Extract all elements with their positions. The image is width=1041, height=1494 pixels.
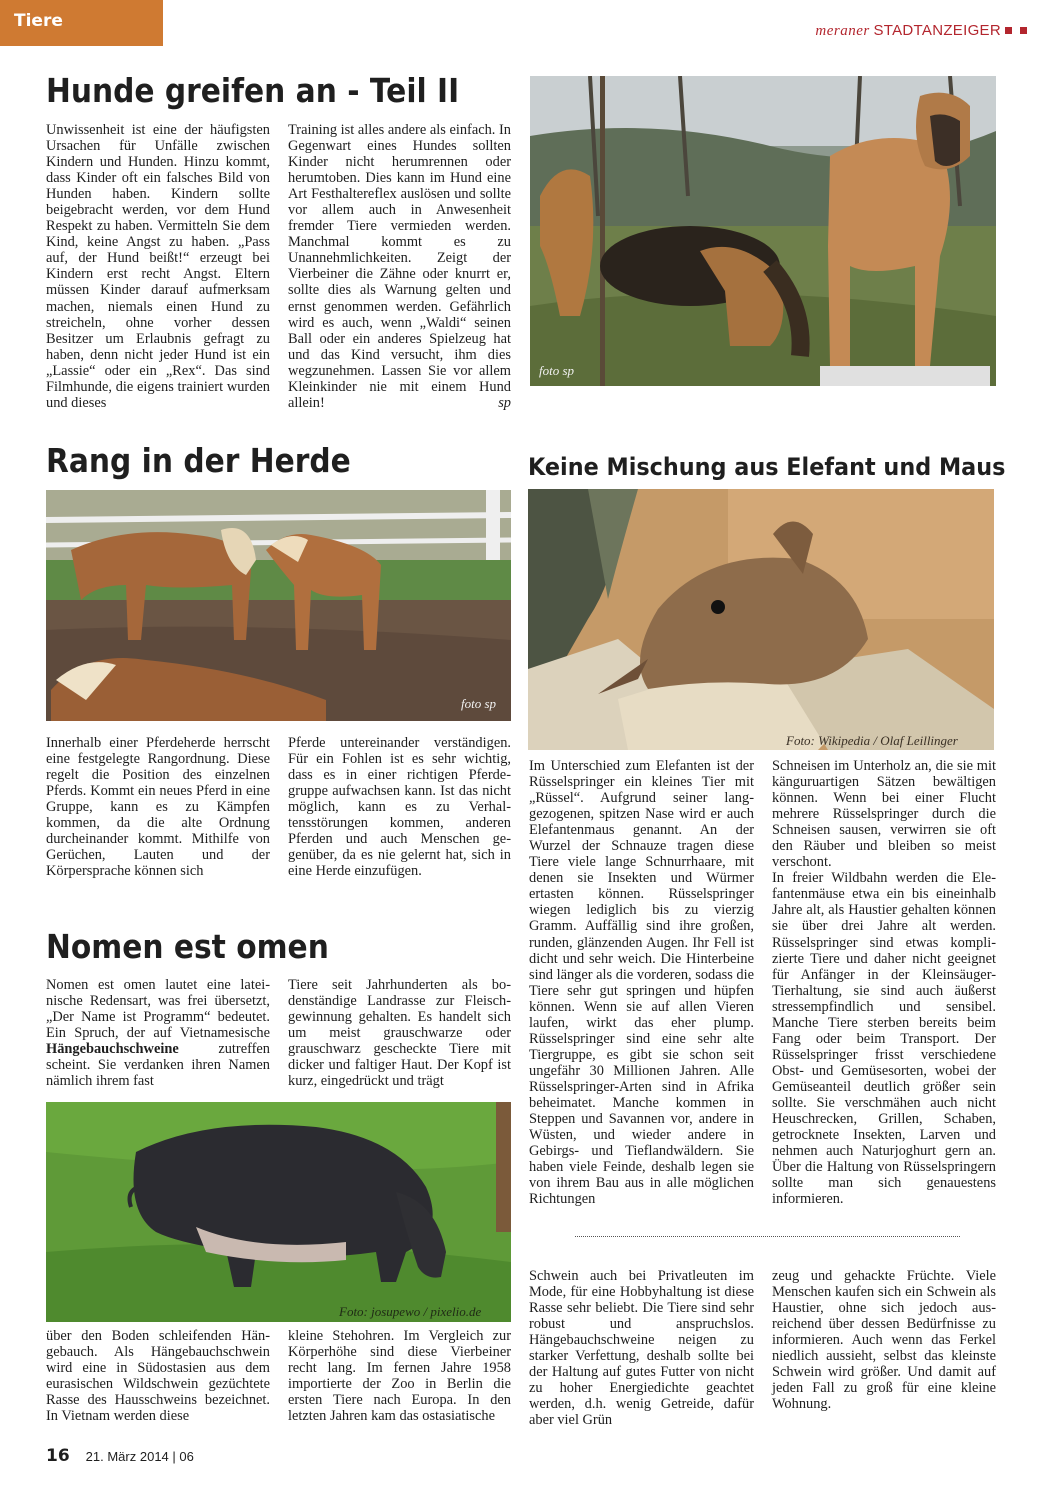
page-footer xyxy=(46,1446,194,1466)
photo-horses-credit: foto sp xyxy=(461,696,497,711)
article-hunde-col1: Unwissenheit ist eine der häufigsten Ursachen für Unfälle zwischen Kindern und Hunden. Hinzu kommt, dass Kinder oft ein falsches Bild von Hunden haben. Kindern sollte beigebracht werden, vor dem Hund Respekt zu haben. Vermitteln Sie dem Kind, keine Angst zu haben. „Pass auf, der Hund beißt!“ erzeugt bei Kindern erst recht Angst. Eltern müssen Kinder darauf aufmerksam machen, niemals einen Hund zu streicheln, ohne vorher dessen Besitzer um Erlaubnis gefragt zu haben, denn nicht jeder Hund ist ein „Lassie“ oder ein „Rex“. Das sind Filmhunde, die eigens trainiert wurden und dieses xyxy=(46,122,270,411)
masthead-title: STADTANZEIGER xyxy=(873,22,1001,39)
photo-elephant-shrew xyxy=(528,489,994,750)
article-nomen-col1-post: zutreffen scheint. Sie verdanken ihren Namen nämlich ihrem fast xyxy=(46,1041,270,1090)
masthead-dots xyxy=(1005,27,1027,35)
photo-pig xyxy=(46,1102,511,1322)
masthead-brand: meraner xyxy=(815,23,870,39)
page-number: 16 xyxy=(46,1446,70,1466)
article-herde-col1: Innerhalb einer Pferdeherde herrscht eine festgelegte Rangordnung. Diese regelt die Position des einzelnen Pferds. Kommt ein neues Pferd in eine Gruppe, kann es zu Kämpfen kommen, da die alte Ordnung durcheinander kommt. Mithilfe von Gerüchen, Lauten und der Körpersprache können sich xyxy=(46,735,270,880)
section-label: Tiere xyxy=(14,11,63,31)
photo-horses xyxy=(46,490,511,721)
article-title-herde: Rang in der Herde xyxy=(46,441,351,480)
photo-dogs-credit: foto sp xyxy=(539,363,575,378)
article-title-hunde: Hunde greifen an - Teil II xyxy=(46,71,460,110)
article-elefant-col1: Im Unterschied zum Elefanten ist der Rüsselspringer ein kleines Tier mit „Rüssel“. Aufgrund seiner langgezogenen, spitzen Nase wird er auch Elefantenmaus genannt. An der Wurzel der Schnauze tragen diese Tiere viele lange Schnurrhaare, mit denen sie Insekten und Würmer ertasten können. Rüsselspringer wiegen lediglich bis zu vierzig Gramm. Auffällig sind ihre großen, runden, glänzenden Augen. Ihr Fell ist dicht und sehr weich. Die Hinterbeine sind länger als die vorderen, sodass die Tiere sehr gut springen und hüpfen können. Wenn sie auf allen Vieren laufen, wirkt das eher plump. Rüsselspringer sind eine sehr alte Tiergruppe, es gibt sie schon seit ungefähr 30 Millionen Jahren. Alle Rüsselspringer-Arten sind in Afrika beheimatet. Manche kommen in Steppen und Savannen vor, andere in Wüsten, und wieder andere in Gebirgs- und Tieflandwäldern. Sie haben viele Feinde, deshalb legen sie von ihrem Bau aus in alle möglichen Richtungen xyxy=(529,758,754,1208)
article-elefant-col2-text: Schneisen im Unterholz an, die sie mit känguruartigen Sätzen bewältigen können. Wenn bei einer Flucht mehrere Rüsselspringer durch die Schneisen sausen, verwirren sie oft den Räuber und bleiben so meist verschont. xyxy=(772,758,996,871)
article-hunde-col2-text: Training ist alles andere als einfach. In Gegenwart eines Hundes sollten Kinder nicht herumrennen oder herumtoben. Dies kann im Hund eine Art Festhaltereflex auslösen und sollte vor allem auch in Anwesenheit fremder Tiere vermieden werden. Manchmal kommt es zu Unannehmlichkeiten. Zeigt der Vierbeiner die Zähne oder knurrt er, sollte dies als Warnung gelten und ernst genommen werden. Gefährlich wird es auch, wenn „Waldi“ seinen Ball oder ein anderes Spielzeug hat und das Kind versucht, ihm dies wegzunehmen. Lassen Sie vor allem Kleinkinder nie mit einem Hund allein! xyxy=(288,122,511,411)
article-hunde-signature: sp xyxy=(498,394,511,411)
issue-date: 21. März 2014 | 06 xyxy=(85,1449,194,1464)
divider xyxy=(575,1236,960,1237)
article-elefant-col2 xyxy=(772,758,996,1207)
photo-elephant-shrew-credit: Foto: Wikipedia / Olaf Leillinger xyxy=(786,733,958,748)
article-herde-col2: Pferde untereinander verständigen. Für ein Fohlen ist es sehr wichtig, dass es in einer richtigen Pferdegruppe aufwachsen kann. Ist das nicht möglich, kann es zu Verhaltensstörungen kommen, anderen Pferden und auch Menschen gegenüber, da es nie gelernt hat, sich in eine Herde einzufügen. xyxy=(288,735,511,880)
article-title-nomen: Nomen est omen xyxy=(46,927,329,966)
photo-dogs xyxy=(530,76,996,386)
article-nomen-col4-cont: Schwein auch bei Privatleuten im Mode, für eine Hobbyhaltung ist diese Rasse sehr beliebt. Die Tiere sind sehr robust und anspruchslos. Hängebauchschweine neigen zu starker Verfettung, deshalb sollte bei der Haltung auf gutes Futter von nicht zu hoher Energiedichte geachtet werden, d.h. wenig Getreide, dafür aber viel Grün xyxy=(529,1268,754,1429)
article-nomen-col2: Tiere seit Jahrhunderten als bodenständige Landrasse zur Fleischgewinnung gehalten. Es handelt sich um meist grauschwarze oder grauschwarz gescheckte Tiere mit dicker und faltiger Haut. Der Kopf ist kurz, eingedrückt und trägt xyxy=(288,977,511,1090)
article-elefant-col2b-text: In freier Wildbahn werden die Elefantenmäuse etwa ein bis eineinhalb Jahre alt, als Haustier gehalten können sie über drei Jahre alt werden. Rüsselspringer sind etwas komplizierte Tiere und daher nicht geeignet für Anfänger in der Kleinsäuger-Tierhaltung, sie sind auch äußerst stressempfindlich und sensibel. Manche Tiere sterben bereits beim Fang oder beim Transport. Der Rüsselspringer frisst verschiedene Obst- und Gemüsesorten, wobei der Gemüseanteil deutlich größer sein sollte. Sie verschmähen auch nicht Heuschrecken, Grillen, Schaben, getrocknete Insekten, Larven und nehmen auch Naturjoghurt gern an. Über die Haltung von Rüsselspringern sollte man sich genauestens informieren. xyxy=(772,870,996,1208)
article-nomen-col4: kleine Stehohren. Im Vergleich zur Körperhöhe sind diese Vierbeiner recht lang. Im fernen Jahre 1958 importierte der Zoo in Berlin die ersten Tiere nach Europa. In den letzten Jahren kam das ostasiatische xyxy=(288,1328,511,1425)
article-nomen-col1-bold: Hängebauchschweine xyxy=(46,1041,179,1058)
article-nomen-col3: über den Boden schleifenden Hängebauch. Als Hängebauchschwein wird eine in Südostasien aus dem eurasischen Wildschwein gezüchtete Rasse des Hausschweins bezeichnet. In Vietnam werden diese xyxy=(46,1328,270,1425)
section-tab xyxy=(0,0,163,46)
article-hunde-col2 xyxy=(288,122,511,411)
photo-pig-credit: Foto: josupewo / pixelio.de xyxy=(339,1304,482,1319)
article-nomen-col1 xyxy=(46,977,270,1089)
article-title-elefant: Keine Mischung aus Elefant und Maus xyxy=(528,453,1006,481)
article-nomen-col1-pre: Nomen est omen lautet eine lateinische Redensart, was frei übersetzt, „Der Name ist Programm“ bedeutet. Ein Spruch, der auf Vietnamesische xyxy=(46,977,270,1042)
article-nomen-col5: zeug und gehackte Früchte. Viele Menschen kaufen sich ein Schwein als Haustier, ohne sich jedoch ausreichend über dessen Bedürfnisse zu informieren. Auch wenn das Ferkel niedlich aussieht, selbst das kleinste Schwein wird größer. Und damit auf jeden Fall zu groß für eine kleine Wohnung. xyxy=(772,1268,996,1413)
masthead-logo xyxy=(815,22,1001,40)
